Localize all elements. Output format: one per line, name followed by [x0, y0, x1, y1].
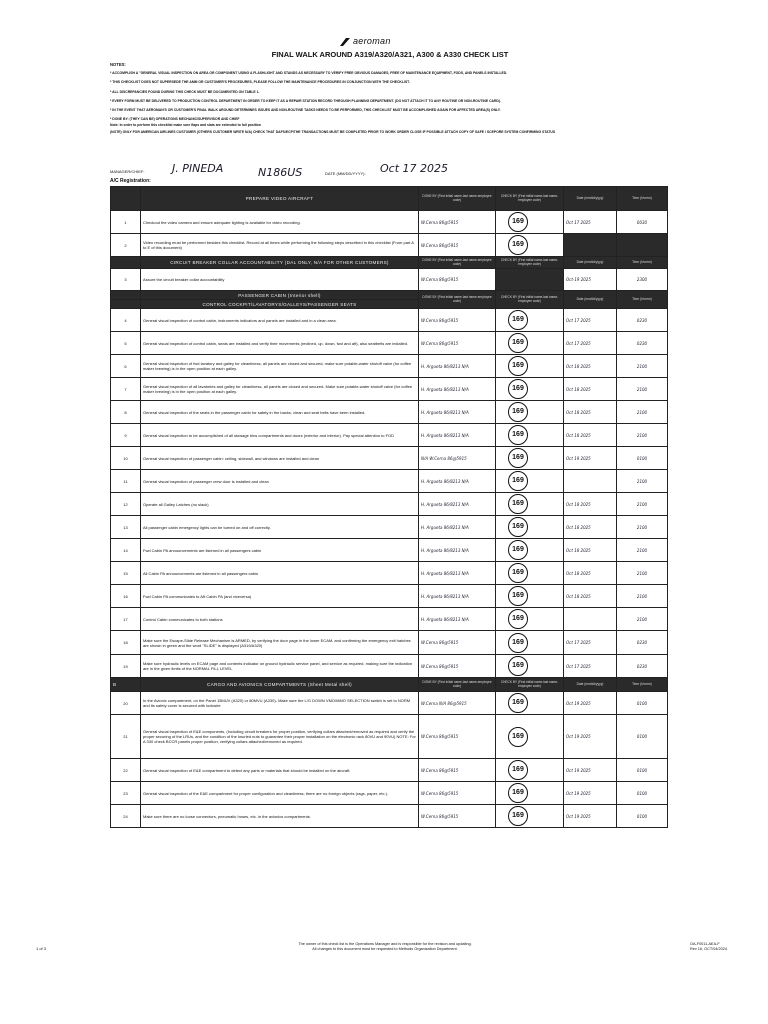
date-cell: Oct 18 2025 [564, 539, 617, 562]
inspector-stamp: 169 [508, 693, 528, 713]
item-description: Control Cabin communicates to both stations [141, 608, 419, 631]
done-by-signature: W.Cerna 86@5915 [419, 782, 496, 805]
done-by-signature: W.Cerna 86@5915 [419, 269, 496, 291]
signature-row [110, 162, 670, 178]
inspector-stamp: 169 [508, 494, 528, 514]
section-header [111, 187, 668, 211]
tail-number: N186US [258, 166, 303, 179]
time-cell: 2100 [617, 355, 668, 378]
note-line: * ACCOMPLISH A "GENERAL VISUAL INSPECTION ON AREA OR COMPONENT USING A FLASHLIGHT AND STANDS AS NECESSARY TO VERIFY FREE OBVIOUS DAMAGES, FREE OF MAINTENANCE EQUIPMENT, FODS, AND PANELS INSTALLED. [110, 71, 508, 76]
time-cell: 2100 [617, 378, 668, 401]
section-header [111, 678, 668, 692]
footer-note [250, 942, 520, 952]
done-by-signature: H. Argueta 86/8213 N/A [419, 585, 496, 608]
date-value: Oct 17 2025 [380, 162, 449, 175]
inspector-stamp: 169 [508, 310, 528, 330]
check-by-header: CHECK BY (First initial name-last name-employee code) [496, 291, 564, 309]
section-subtitle: CONTROL COCKPIT/LAVATORYS/GALLEYS/PASSENGER SEATS [141, 300, 419, 309]
inspector-stamp: 169 [508, 656, 528, 676]
done-by-signature: W.Cerna 86@5915 [419, 715, 496, 759]
done-by-signature: W.Cerna N/A 86@5915 [419, 692, 496, 715]
inspector-stamp: 169 [508, 471, 528, 491]
done-by-header: DONE BY (First initial name-last name-employee code) [419, 187, 496, 211]
check-by-cell [496, 332, 564, 355]
time-cell: 0100 [617, 805, 668, 828]
date-cell: Oct 18 2025 [564, 378, 617, 401]
table-row [111, 539, 668, 562]
check-by-cell [496, 470, 564, 493]
inspector-stamp: 169 [508, 727, 528, 747]
time-header: Time (hh:mm) [617, 257, 668, 269]
date-cell: Oct 17 2025 [564, 631, 617, 655]
item-description: Make sure hydraulic levels on ECAM page and contents indicator on ground hydraulic service panel, and service as required, making sure the indication are in the given limits of the NORMAL FILL LEVEL [141, 655, 419, 678]
done-by-signature: N/A W.Cerna 86@5915 [419, 447, 496, 470]
revision: Rev 16, OCT/04/2024 [690, 947, 727, 951]
time-cell: 0100 [617, 692, 668, 715]
done-by-signature: W.Cerna 86@5915 [419, 655, 496, 678]
done-by-signature: H. Argueta 86/8213 N/A [419, 493, 496, 516]
notes-block [110, 62, 670, 139]
section-header [111, 257, 668, 269]
page-number: 1 of 3 [36, 946, 47, 951]
item-description: General visual inspection of the seats in the passenger cabin for safety in the backs, clean and seat belts have been installed. [141, 401, 419, 424]
time-header: Time (hh:mm) [617, 291, 668, 309]
item-number: 3 [111, 269, 141, 291]
item-number: 22 [111, 759, 141, 782]
notes-heading: NOTES: [110, 62, 126, 67]
check-by-cell [496, 608, 564, 631]
note-line: Note: In order to perform this checklist make sure flaps and slats are extended to full position [110, 123, 261, 128]
date-cell: Oct 19 2025 [564, 805, 617, 828]
item-description: Fwd Cabin PA announcements are listened in all passengers cabin [141, 539, 419, 562]
item-description: General visual inspection of the E&E compartment for proper configuration and cleanliness; there are no foreign objects (rags, paper, etc.). [141, 782, 419, 805]
date-cell: Oct 18 2025 [564, 355, 617, 378]
item-description: Assure the circuit breaker collar accountability [141, 269, 419, 291]
table-row [111, 309, 668, 332]
check-by-cell [496, 355, 564, 378]
date-header: Date (mm/dd/yyyy) [564, 678, 617, 692]
table-row [111, 782, 668, 805]
time-cell: 2300 [617, 269, 668, 291]
item-number: 10 [111, 447, 141, 470]
check-by-cell [496, 269, 564, 291]
document-title: FINAL WALK AROUND A319/A320/A321, A300 & A330 CHECK LIST [271, 50, 509, 59]
check-by-cell [496, 516, 564, 539]
table-row [111, 585, 668, 608]
time-cell: 2100 [617, 608, 668, 631]
time-cell: 2100 [617, 516, 668, 539]
done-by-signature: H. Argueta 86/8213 N/A [419, 608, 496, 631]
date-cell: Oct 19 2025 [564, 759, 617, 782]
date-header: Date (mm/dd/yyyy) [564, 291, 617, 309]
done-by-signature: W.Cerna 86@5915 [419, 759, 496, 782]
date-cell: Oct 18 2025 [564, 493, 617, 516]
date-cell: Oct 18 2025 [564, 424, 617, 447]
date-header: Date (mm/dd/yyyy) [564, 257, 617, 269]
item-number: 17 [111, 608, 141, 631]
check-by-cell [496, 805, 564, 828]
date-cell: Oct 18 2025 [564, 562, 617, 585]
note-line: * DONE BY: (THEY CAN BE) OPERATIONS MECHANIC/SUPERVISOR AND CHIEF [110, 117, 240, 122]
item-number: 18 [111, 631, 141, 655]
time-cell: 2100 [617, 585, 668, 608]
checklist-table [110, 186, 668, 828]
note-line: * THIS CHECKLIST DOES NOT SUPERSEDE THE AMM OR CUSTOMER'S PROCEDURES, PLEASE FOLLOW THE MAINTENANCE PROCEDURES IN CONJUNCTION WITH THE CHECKLIST. [110, 80, 410, 85]
section-letter [111, 257, 141, 269]
inspector-stamp: 169 [508, 586, 528, 606]
item-description: General visual inspection of control cabin, instruments indicators and panels are installed and in a clean area. [141, 309, 419, 332]
time-cell: 2100 [617, 539, 668, 562]
inspector-stamp: 169 [508, 540, 528, 560]
done-by-header: DONE BY (First initial name-last name-employee code) [419, 678, 496, 692]
time-cell [617, 234, 668, 257]
check-by-cell [496, 585, 564, 608]
date-cell: Oct 17 2025 [564, 332, 617, 355]
done-by-header: DONE BY (First initial name-last name-employee code) [419, 257, 496, 269]
done-by-signature: H. Argueta 86/8213 N/A [419, 355, 496, 378]
time-cell: 0230 [617, 631, 668, 655]
date-cell: Oct 18 2025 [564, 401, 617, 424]
date-cell: Oct 17 2025 [564, 309, 617, 332]
item-number: 13 [111, 516, 141, 539]
done-by-signature: W.Cerna 86@5915 [419, 309, 496, 332]
note-line: * EVERY FORM MUST BE DELIVERED TO PRODUCTION CONTROL DEPARTMENT IN ORDER TO KEEP IT AS A REPAIR STATION RECORD THROUGH PLANNING DEPARTMENT. (DO NOT ATTACH IT TO ANY ROUTINE OR NON-ROUTINE CARD). [110, 98, 501, 103]
item-number: 20 [111, 692, 141, 715]
note-line: (NOTE) ONLY FOR AMERICAN AIRLINES CUSTOMER (OTHERS CUSTOMER WRITE N/A) CHECK THAT DAFS/ECP/THE TRANSACTIONS MUST BE COMPLETED PRIOR TO WORK ORDER CLOSE IF POSSIBLE ATTACH COPY OF SAFE / SCEPORE SYSTEM CONFIRMING STATUS [110, 129, 556, 134]
manager-label: MANAGER/CHIEF: [110, 169, 145, 174]
item-number: 2 [111, 234, 141, 257]
table-row [111, 332, 668, 355]
item-description: All passenger cabin emergency lights can be turned on and off correctly. [141, 516, 419, 539]
item-number: 8 [111, 401, 141, 424]
done-by-signature: H. Argueta 86/8213 N/A [419, 562, 496, 585]
date-cell [564, 608, 617, 631]
item-number: 9 [111, 424, 141, 447]
date-cell: Oct 17 2025 [564, 211, 617, 234]
inspector-stamp: 169 [508, 633, 528, 653]
time-cell: 0230 [617, 655, 668, 678]
inspector-stamp: 169 [508, 425, 528, 445]
acreg-label: A/C Registration: [110, 178, 151, 184]
check-by-cell [496, 715, 564, 759]
table-row [111, 401, 668, 424]
item-description: General visual inspection of fwd lavatory and galley for cleanliness, all panels are closed and secured, make sure potable-water shutoff valve (for coffee maker brewing) is in the open position at each galley. [141, 355, 419, 378]
item-description: Fwd Cabin PA communicates to Aft Cabin PA (and viceversa) [141, 585, 419, 608]
check-by-cell [496, 378, 564, 401]
item-number: 6 [111, 355, 141, 378]
item-description: In the Avionic compartment, on the Panel 15MUV (A320) or 80MVU (A330)- Make sure the L/G DOWN VMO/MMO SELECTION switch is set to NORM and its safety cover is secured with lockwire [141, 692, 419, 715]
done-by-signature: H. Argueta 86/8213 N/A [419, 470, 496, 493]
section-letter: B [111, 678, 141, 692]
inspector-stamp: 169 [508, 402, 528, 422]
check-by-cell [496, 655, 564, 678]
date-cell: Oct 18 2025 [564, 516, 617, 539]
inspector-stamp: 169 [508, 609, 528, 629]
date-label: DATE (MM/DD/YYYY): [325, 171, 366, 176]
section-title: CARGO AND AVIONICS COMPARTMENTS (Sheet Metal shell) [141, 678, 419, 692]
time-cell: 2100 [617, 470, 668, 493]
table-row [111, 234, 668, 257]
item-description: Operate all Galley Latches (no slack) [141, 493, 419, 516]
table-row [111, 805, 668, 828]
item-number: 14 [111, 539, 141, 562]
time-cell: 0100 [617, 447, 668, 470]
inspector-stamp: 169 [508, 212, 528, 232]
table-row [111, 493, 668, 516]
logo-text: aeroman [353, 36, 391, 46]
item-number: 23 [111, 782, 141, 805]
check-by-cell [496, 309, 564, 332]
done-by-signature: H. Argueta 86/8213 N/A [419, 401, 496, 424]
date-cell: Oct 19 2025 [564, 715, 617, 759]
done-by-signature: W.Cerna 86@5915 [419, 332, 496, 355]
table-row [111, 378, 668, 401]
table-row [111, 655, 668, 678]
table-row [111, 715, 668, 759]
company-logo [340, 36, 391, 46]
date-cell [564, 470, 617, 493]
manager-signature: J. PINEDA [172, 162, 224, 175]
inspector-stamp: 169 [508, 760, 528, 780]
item-number: 7 [111, 378, 141, 401]
inspector-stamp: 169 [508, 448, 528, 468]
footer-line: All changes to this document must be requested to Methods Organization Department. [312, 947, 458, 951]
inspector-stamp: 169 [508, 235, 528, 255]
done-by-header: DONE BY (First initial name-last name-employee code) [419, 291, 496, 309]
item-description: Checkout the video camera and ensure adequate lighting is available for video recording. [141, 211, 419, 234]
date-cell: Oct 19 2025 [564, 692, 617, 715]
check-by-cell [496, 759, 564, 782]
done-by-signature: W.Cerna 86@5915 [419, 631, 496, 655]
aeroman-wing-icon [340, 38, 350, 46]
time-cell: 0030 [617, 211, 668, 234]
note-line: * ALL DISCREPANCIES FOUND DURING THIS CHECK MUST BE DOCUMENTED ON TABLE 1. [110, 89, 260, 94]
inspector-stamp: 169 [508, 806, 528, 826]
done-by-signature: H. Argueta 86/8213 N/A [419, 378, 496, 401]
check-by-cell [496, 401, 564, 424]
table-row [111, 608, 668, 631]
date-cell: Oct 19 2025 [564, 447, 617, 470]
check-by-cell [496, 424, 564, 447]
done-by-signature: H. Argueta 86/8213 N/A [419, 516, 496, 539]
footer-line: The owner of this check list is the Operations Manager and is responsible for the revision and updating. [298, 942, 472, 946]
check-by-header: CHECK BY (First initial name-last name-employee code) [496, 257, 564, 269]
time-cell: 2100 [617, 562, 668, 585]
item-number: 4 [111, 309, 141, 332]
check-by-cell [496, 782, 564, 805]
done-by-signature: H. Argueta 86/8213 N/A [419, 424, 496, 447]
table-row [111, 269, 668, 291]
date-header: Date (mm/dd/yyyy) [564, 187, 617, 211]
check-by-cell [496, 692, 564, 715]
check-by-cell [496, 562, 564, 585]
item-number: 1 [111, 211, 141, 234]
check-by-header: CHECK BY (First initial name-last name-employee code) [496, 187, 564, 211]
check-by-cell [496, 631, 564, 655]
section-header [111, 291, 668, 300]
done-by-signature: W.Cerna 86@5915 [419, 234, 496, 257]
item-number: 24 [111, 805, 141, 828]
item-description: General visual inspection of E&E components, (including circuit breakers for proper position, verifying collars attached/removed as required and verify the proper securing of the LRUs, and the condition of the knurled nuts to guarantee their proper installation on the electronic rack 80VU and 90VU) NOTE: For A 330 check BCCR panels proper position, verifying collars attached/removed as required. [141, 715, 419, 759]
inspector-stamp: 169 [508, 517, 528, 537]
date-cell: Oct 17 2025 [564, 655, 617, 678]
inspector-stamp: 169 [508, 333, 528, 353]
inspector-stamp: 169 [508, 356, 528, 376]
time-cell: 0100 [617, 715, 668, 759]
done-by-signature: W.Cerna 86@5915 [419, 211, 496, 234]
item-number: 5 [111, 332, 141, 355]
done-by-signature: H. Argueta 86/8213 N/A [419, 539, 496, 562]
table-row [111, 211, 668, 234]
time-cell: 0100 [617, 759, 668, 782]
time-cell: 0230 [617, 332, 668, 355]
inspector-stamp: 169 [508, 783, 528, 803]
table-row [111, 516, 668, 539]
section-letter [111, 187, 141, 211]
item-number: 16 [111, 585, 141, 608]
item-description: General visual inspection of passenger cabin: ceiling, sidewall, and windows are installed and clean [141, 447, 419, 470]
check-by-cell [496, 447, 564, 470]
table-row [111, 470, 668, 493]
item-number: 19 [111, 655, 141, 678]
table-row [111, 355, 668, 378]
item-number: 12 [111, 493, 141, 516]
check-by-header: CHECK BY (First initial name-last name-employee code) [496, 678, 564, 692]
form-code: OA-F0011-AEA-F [690, 942, 720, 946]
time-cell: 0100 [617, 782, 668, 805]
date-cell: Oct-19 2025 [564, 269, 617, 291]
inspector-stamp: 169 [508, 379, 528, 399]
item-description: Make sure there are no loose connectors, pneumatic hoses, etc. in the avionics compartments. [141, 805, 419, 828]
time-cell: 0230 [617, 309, 668, 332]
note-line: * IN THE EVENT THAT AEROMAN'S OR CUSTOMER'S FINAL WALK AROUND DETERMINES ISSUES AND NON-ROUTINE TASKS NEEDS TO BE PERFORMED, THIS CHECKLIST MUST BE ACCOMPLISHED AGAIN FOR AFFECTED AREA(S) ONLY. [110, 108, 501, 113]
item-description: General visual inspection of E&E compartment to detect any parts or materials that should be installed on the aircraft. [141, 759, 419, 782]
date-cell: Oct 19 2025 [564, 782, 617, 805]
table-row [111, 631, 668, 655]
section-title: PREPARE VIDEO AIRCRAFT [141, 187, 419, 211]
item-number: 15 [111, 562, 141, 585]
date-cell: Oct 18 2025 [564, 585, 617, 608]
time-header: Time (hh:mm) [617, 678, 668, 692]
item-description: General visual inspection of passenger crew door is installed and clean [141, 470, 419, 493]
table-row [111, 424, 668, 447]
item-description: General visual inspection of all lavatories and galley for cleanliness, all panels are closed and secured. Make sure potable-water shutoff valve (for coffee maker brewing) is in the open position at each galley. [141, 378, 419, 401]
section-title: CIRCUIT BREAKER COLLAR ACCOUNTABILITY (DAL ONLY, N/A FOR OTHER CUSTOMERS) [141, 257, 419, 269]
check-by-cell [496, 234, 564, 257]
table-row [111, 692, 668, 715]
item-description: Make sure the Escape-Slide Release Mechanism is ARMED, by verifying the door page in the lower ECAM, and confirming the emergency exit hatches are shown in green and the word "SLIDE" is displayed (A319/A320) [141, 631, 419, 655]
item-description: All Cabin PA announcements are listened in all passengers cabin [141, 562, 419, 585]
time-cell: 2100 [617, 401, 668, 424]
item-number: 11 [111, 470, 141, 493]
check-by-cell [496, 539, 564, 562]
item-number: 21 [111, 715, 141, 759]
time-header: Time (hh:mm) [617, 187, 668, 211]
time-cell: 2100 [617, 424, 668, 447]
table-row [111, 447, 668, 470]
time-cell: 2100 [617, 493, 668, 516]
date-cell [564, 234, 617, 257]
table-row [111, 759, 668, 782]
table-row [111, 562, 668, 585]
document-code [690, 942, 727, 952]
check-by-cell [496, 211, 564, 234]
check-by-cell [496, 493, 564, 516]
item-description: General visual inspection of control cabin, seats are installed and verify their movements (reclined, up, down, fwd and aft), also seatbelts are installed. [141, 332, 419, 355]
item-description: Video recording must be performed besides this checklist. Record at all times while performing the following steps described in this checklist (From part A to E of this document) [141, 234, 419, 257]
done-by-signature: W.Cerna 86@5915 [419, 805, 496, 828]
inspector-stamp: 169 [508, 563, 528, 583]
section-title: PASSENGER CABIN (Interior shell) [141, 291, 419, 300]
item-description: General visual inspection to be accomplished of all stowage bins compartments and doors (exterior and interior). Pay special attention to FOD [141, 424, 419, 447]
